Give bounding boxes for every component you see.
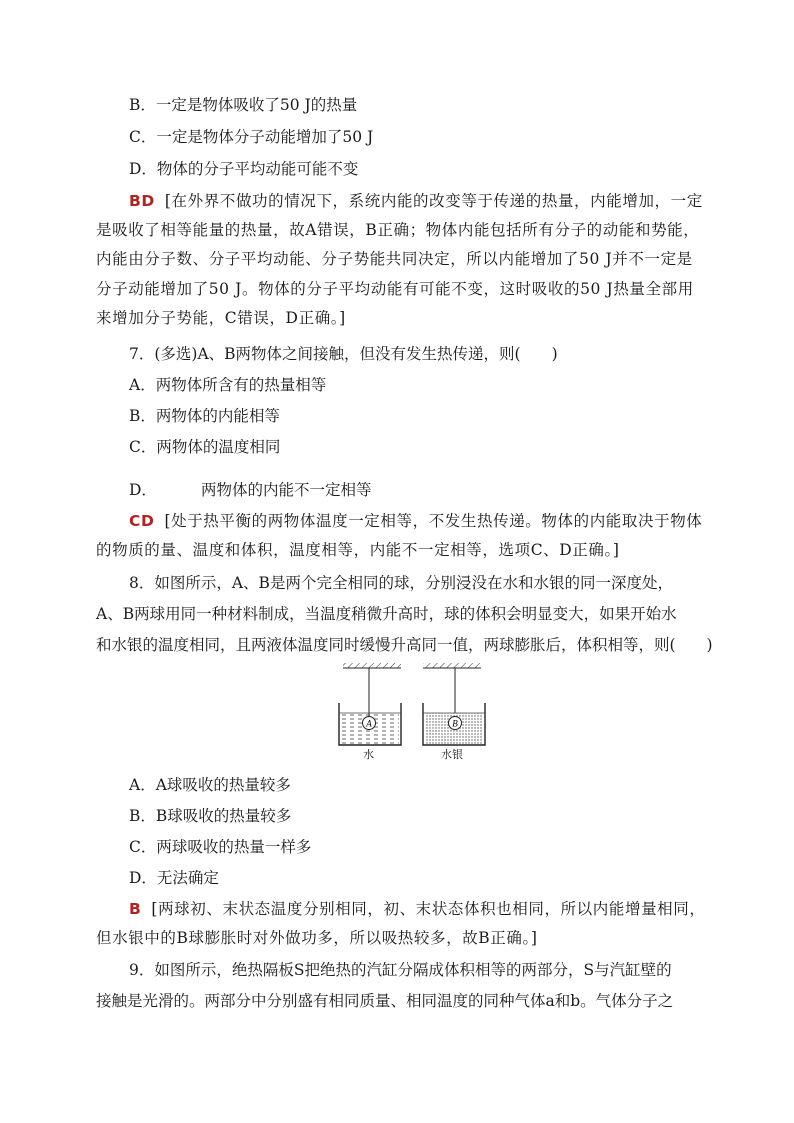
q6-option-d: D．物体的分子平均动能可能不变 (129, 160, 359, 178)
q7-answer: CD (129, 512, 155, 530)
q8-stem-line-3: 和水银的温度相同，且两液体温度同时缓慢升高同一值，两球膨胀后，体积相等，则( ) (96, 636, 713, 654)
q7-explanation-line-2: 的物质的量、温度和体积，温度相等，内能不一定相等，选项C、D正确。] (96, 541, 620, 559)
q8-option-a: A．A球吸收的热量较多 (129, 776, 291, 794)
q6-explanation-line-5: 来增加分子势能，C错误，D正确。] (96, 309, 346, 327)
q6-explanation-line-3: 内能由分子数、分子平均动能、分子势能共同决定，所以内能增加了50 J并不一定是 (96, 250, 693, 268)
q8-option-b: B．B球吸收的热量较多 (129, 807, 292, 825)
q7-option-d: D． 两物体的内能不一定相等 (129, 481, 372, 499)
q6-explanation-line-1: BD [在外界不做功的情况下，系统内能的改变等于传递的热量，内能增加，一定 (129, 192, 703, 210)
q8-explanation-line-2: 但水银中的B球膨胀时对外做功多，所以吸热较多，故B正确。] (96, 929, 538, 947)
q7-option-a: A．两物体所含有的热量相等 (129, 376, 327, 394)
q7-stem: 7．(多选)A、B两物体之间接触，但没有发生热传递，则( ) (129, 345, 558, 363)
q8-option-d: D．无法确定 (129, 869, 219, 887)
q7-option-c: C．两物体的温度相同 (129, 438, 281, 456)
ceiling-left (343, 663, 401, 668)
q8-figure-drawing (333, 661, 493, 769)
q8-figure (333, 661, 493, 769)
q6-option-b: B．一定是物体吸收了50 J的热量 (129, 96, 358, 114)
ball-b-label: B (452, 718, 458, 729)
label-mercury: 水银 (441, 748, 463, 761)
q7-option-b: B．两物体的内能相等 (129, 407, 280, 425)
ceiling-right (423, 663, 481, 668)
q6-answer: BD (129, 192, 155, 210)
label-water: 水 (363, 748, 374, 761)
q7-explanation-line-1: CD [处于热平衡的两物体温度一定相等，不发生热传递。物体的内能取决于物体 (129, 512, 703, 530)
q6-explanation-line-2: 是吸收了相等能量的热量，故A错误，B正确；物体内能包括所有分子的动能和势能， (96, 221, 700, 239)
q6-option-c: C．一定是物体分子动能增加了50 J (129, 128, 374, 146)
q8-explanation-line-1: B [两球初、末状态温度分别相同，初、末状态体积也相同，所以内能增量相同， (129, 900, 706, 918)
q8-answer: B (129, 900, 142, 918)
q8-stem-line-2: A、B两球用同一种材料制成，当温度稍微升高时，球的体积会明显变大，如果开始水 (96, 605, 677, 623)
ball-a-label: A (366, 718, 372, 729)
q8-stem-line-1: 8．如图所示，A、B是两个完全相同的球，分别浸没在水和水银的同一深度处， (129, 574, 673, 592)
q9-stem-line-1: 9．如图所示，绝热隔板S把绝热的汽缸分隔成体积相等的两部分，S与汽缸壁的 (129, 961, 672, 979)
q6-explanation-line-4: 分子动能增加了50 J。物体的分子平均动能有可能不变，这时吸收的50 J热量全部用 (96, 280, 694, 298)
q8-option-c: C．两球吸收的热量一样多 (129, 838, 312, 856)
q9-stem-line-2: 接触是光滑的。两部分中分别盛有相同质量、相同温度的同种气体a和b。气体分子之 (96, 992, 674, 1010)
